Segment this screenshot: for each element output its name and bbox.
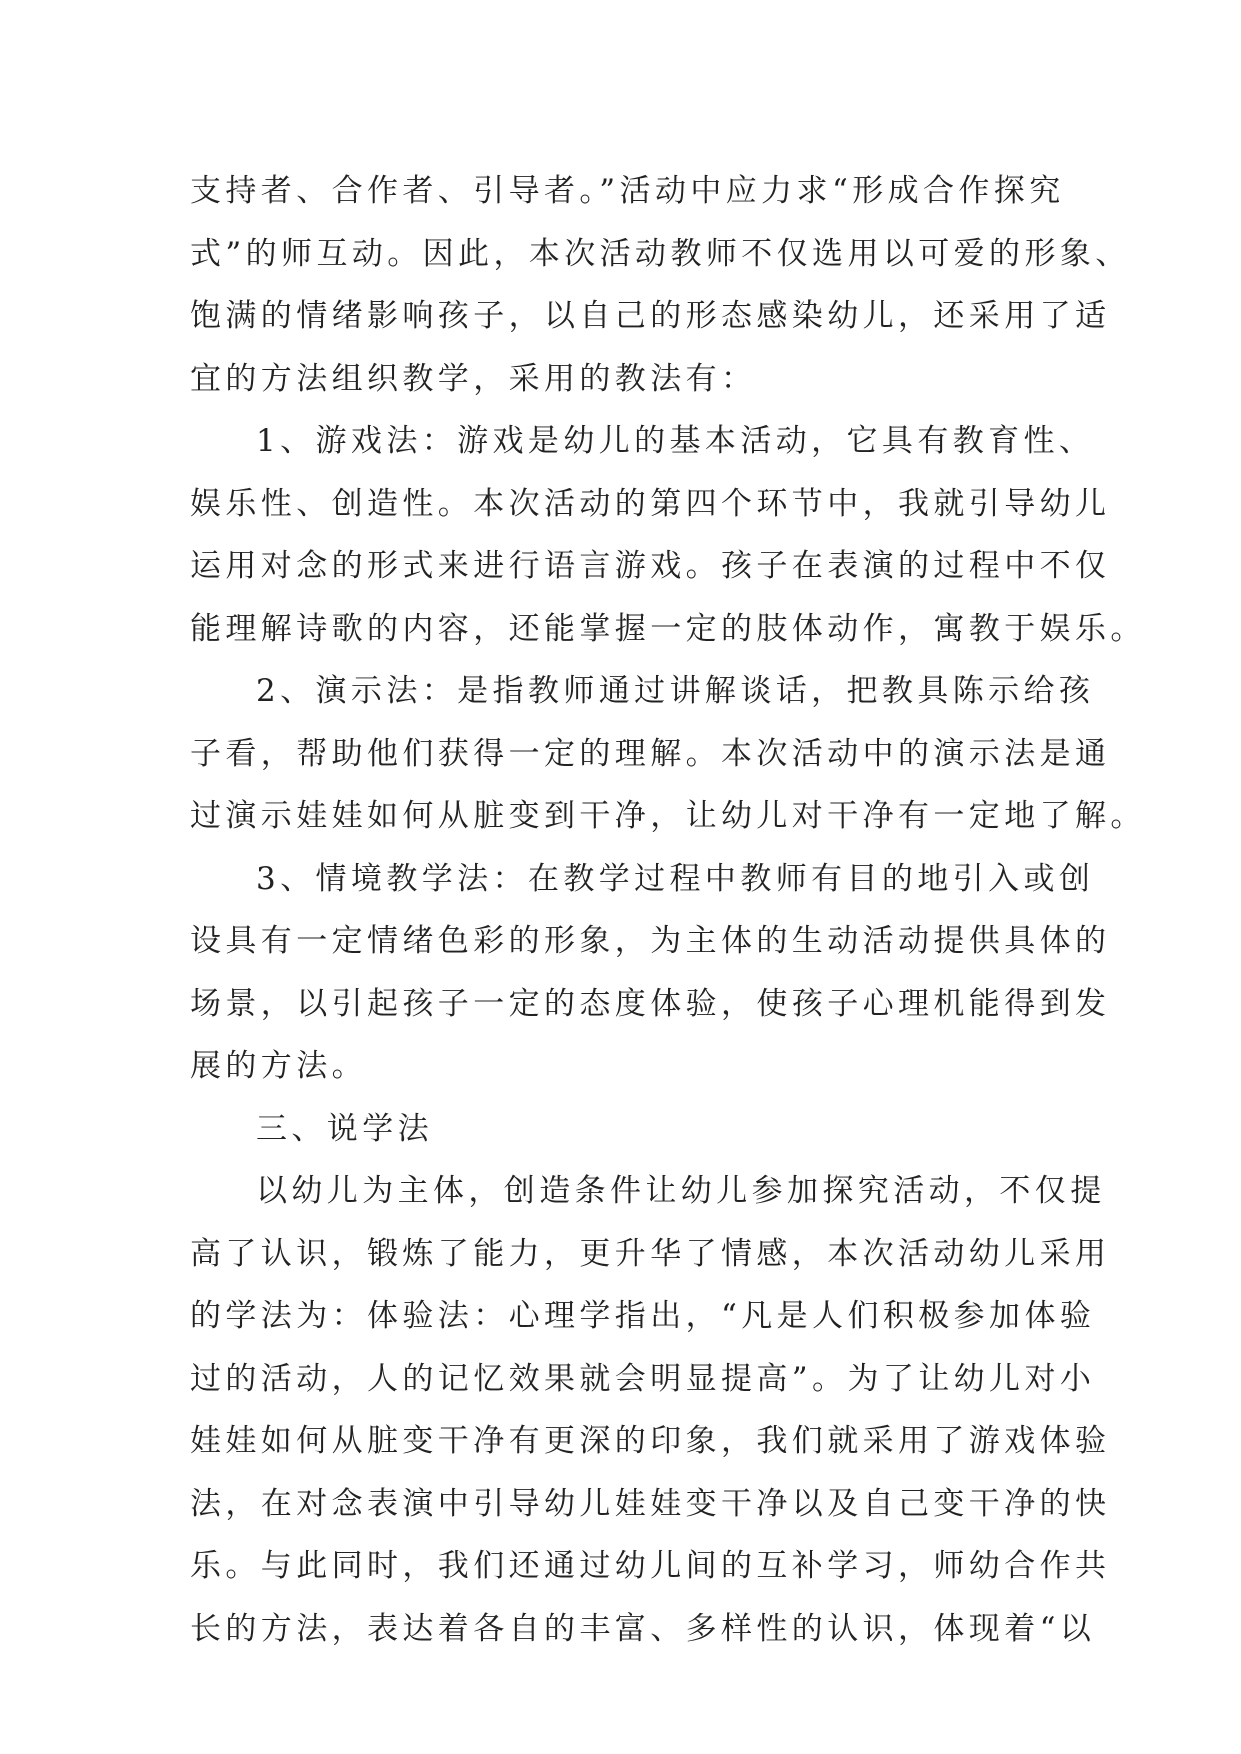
paragraph-game-method (190, 410, 1146, 660)
text-line: 能理解诗歌的内容，还能掌握一定的肢体动作，寓教于娱乐。 (190, 610, 1146, 647)
text-line: 过的活动，人的记忆效果就会明显提高”。为了让幼儿对小 (190, 1360, 1096, 1397)
body-text (190, 160, 1146, 1660)
text-line: 场景，以引起孩子一定的态度体验，使孩子心理机能得到发 (190, 985, 1111, 1022)
text-line: 饱满的情绪影响孩子，以自己的形态感染幼儿，还采用了适 (190, 298, 1111, 334)
text-line: 高了认识，锻炼了能力，更升华了情感，本次活动幼儿采用 (190, 1235, 1111, 1272)
text-line: 法，在对念表演中引导幼儿娃娃变干净以及自己变干净的快 (190, 1485, 1111, 1522)
text-line: 运用对念的形式来进行语言游戏。孩子在表演的过程中不仅 (190, 548, 1111, 584)
text-line: 1、游戏法：游戏是幼儿的基本活动，它具有教育性、 (256, 423, 1095, 459)
text-line: 支持者、合作者、引导者。”活动中应力求“形成合作探究 (190, 173, 1065, 209)
section-heading: 三、说学法 (256, 1110, 433, 1147)
text-line: 设具有一定情绪色彩的形象，为主体的生动活动提供具体的 (190, 923, 1111, 959)
paragraph-intro-continued (190, 160, 1131, 410)
text-line: 展的方法。 (190, 1048, 367, 1084)
text-line: 过演示娃娃如何从脏变到干净，让幼儿对干净有一定地了解。 (190, 798, 1146, 834)
text-line: 3、情境教学法：在教学过程中教师有目的地引入或创 (256, 860, 1095, 897)
text-line: 宜的方法组织教学，采用的教法有： (190, 360, 757, 397)
section-heading-learning-method (190, 1098, 1050, 1161)
paragraph-learning-method (190, 1160, 1111, 1660)
text-line: 乐。与此同时，我们还通过幼儿间的互补学习，师幼合作共 (190, 1548, 1111, 1584)
text-line: 式”的师互动。因此，本次活动教师不仅选用以可爱的形象、 (190, 235, 1131, 272)
paragraph-situational-method (190, 848, 1111, 1098)
text-line: 娱乐性、创造性。本次活动的第四个环节中，我就引导幼儿 (190, 485, 1111, 522)
text-line: 长的方法，表达着各自的丰富、多样性的认识，体现着“以 (190, 1610, 1096, 1647)
text-line: 子看，帮助他们获得一定的理解。本次活动中的演示法是通 (190, 735, 1111, 772)
text-line: 娃娃如何从脏变干净有更深的印象，我们就采用了游戏体验 (190, 1423, 1111, 1459)
text-line: 2、演示法：是指教师通过讲解谈话，把教具陈示给孩 (256, 673, 1095, 709)
text-line: 的学法为：体验法：心理学指出，“凡是人们积极参加体验 (190, 1298, 1096, 1334)
paragraph-demonstration-method (190, 660, 1146, 848)
text-line: 以幼儿为主体，创造条件让幼儿参加探究活动，不仅提 (256, 1173, 1106, 1209)
